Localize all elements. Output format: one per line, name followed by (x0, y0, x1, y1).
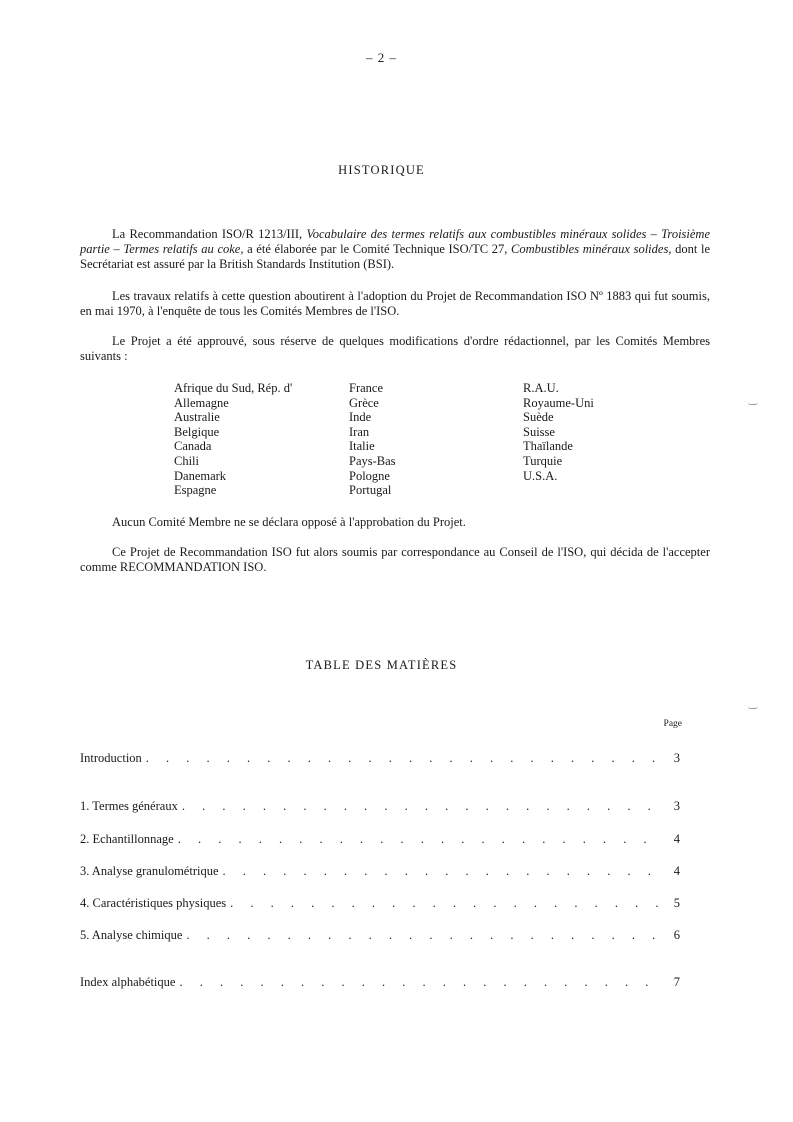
toc-dot-leader (146, 751, 658, 766)
country-item: R.A.U. (523, 381, 559, 395)
countries-column-2 (349, 381, 396, 498)
para1-text-c: dont le Secrétariat est assuré par la British Standards Institution (BSI). (80, 242, 710, 271)
historique-paragraph-5: Ce Projet de Recommandation ISO fut alors soumis par correspondance au Conseil de l'ISO, qui décida de l'accepter comme RECOMMANDATION ISO. (80, 545, 710, 574)
toc-entry-page: 6 (673, 928, 680, 942)
toc-entry (80, 896, 680, 912)
page-number: – 2 – (366, 50, 397, 65)
para1-text-b: a été élaborée par le Comité Technique ISO/TC 27, (243, 242, 512, 256)
scan-mark (748, 402, 758, 405)
toc-entry-page: 4 (673, 864, 680, 878)
country-item: Portugal (349, 483, 392, 498)
para1-committee-italic: Combustibles minéraux solides, (511, 242, 672, 256)
toc-entry (80, 975, 680, 991)
historique-paragraph-4: Aucun Comité Membre ne se déclara opposé à l'approbation du Projet. (112, 515, 466, 529)
country-item: Italie (349, 439, 375, 454)
para1-text-a: La Recommandation ISO/R 1213/III, (112, 227, 307, 241)
toc-dot-leader (179, 975, 658, 990)
historique-paragraph-2: Les travaux relatifs à cette question aboutirent à l'adoption du Projet de Recommandation ISO Nº 1883 qui fut soumis, en mai 1970, à l'enquête de tous les Comités Membres de l'ISO. (80, 289, 710, 318)
country-item: Allemagne (174, 395, 229, 410)
country-item: Pays-Bas (349, 453, 396, 468)
toc-entry (80, 799, 680, 815)
toc-entry-label: Index alphabétique (80, 975, 176, 989)
toc-dot-leader (178, 832, 658, 847)
country-item: Espagne (174, 483, 217, 498)
toc-entry (80, 864, 680, 880)
toc-dot-leader (182, 799, 658, 814)
country-item: Australie (174, 410, 220, 425)
toc-entry-page: 3 (673, 799, 680, 813)
toc-entry (80, 928, 680, 944)
country-item: Danemark (174, 468, 227, 483)
country-item: Afrique du Sud, Rép. d' (174, 381, 293, 395)
toc-entry-label: 2. Echantillonnage (80, 832, 174, 846)
toc-entry (80, 751, 680, 767)
toc-page-column-label: Page (663, 719, 682, 729)
countries-column-3 (523, 381, 594, 483)
toc-dot-leader (230, 896, 658, 911)
toc-entry-label: 3. Analyse granulométrique (80, 864, 219, 878)
historique-paragraph-3: Le Projet a été approuvé, sous réserve de quelques modifications d'ordre rédactionnel, par les Comités Membres suivants : (80, 334, 710, 363)
toc-entry-label: 1. Termes généraux (80, 799, 178, 813)
historique-heading: HISTORIQUE (338, 163, 425, 177)
toc-entry-label: 4. Caractéristiques physiques (80, 896, 227, 910)
country-item: Iran (349, 424, 370, 439)
country-item: Inde (349, 410, 372, 425)
country-item: U.S.A. (523, 468, 558, 483)
toc-entry-page: 3 (673, 751, 680, 765)
country-item: Suède (523, 410, 554, 425)
country-item: Suisse (523, 424, 555, 439)
toc-entry-label: Introduction (80, 751, 142, 765)
toc-entry-page: 5 (673, 896, 680, 910)
country-item: France (349, 381, 384, 395)
scan-mark (748, 706, 758, 709)
toc-dot-leader (186, 928, 658, 943)
country-item: Royaume-Uni (523, 395, 594, 410)
country-item: Turquie (523, 453, 563, 468)
toc-entry-page: 7 (673, 975, 680, 989)
toc-entry (80, 832, 680, 848)
country-item: Pologne (349, 468, 390, 483)
para1-title-italic: Vocabulaire des termes relatifs aux combustibles minéraux solides – Troisième partie – Termes relatifs au coke, (80, 227, 710, 256)
country-item: Thaïlande (523, 439, 573, 454)
toc-entry-page: 4 (673, 832, 680, 846)
country-item: Belgique (174, 424, 220, 439)
country-item: Grèce (349, 395, 379, 410)
country-item: Chili (174, 453, 200, 468)
countries-column-1 (174, 381, 292, 498)
toc-dot-leader (223, 864, 658, 879)
historique-paragraph-1 (80, 227, 710, 272)
country-item: Canada (174, 439, 212, 454)
toc-entry-label: 5. Analyse chimique (80, 928, 183, 942)
toc-heading: TABLE DES MATIÈRES (305, 658, 458, 672)
